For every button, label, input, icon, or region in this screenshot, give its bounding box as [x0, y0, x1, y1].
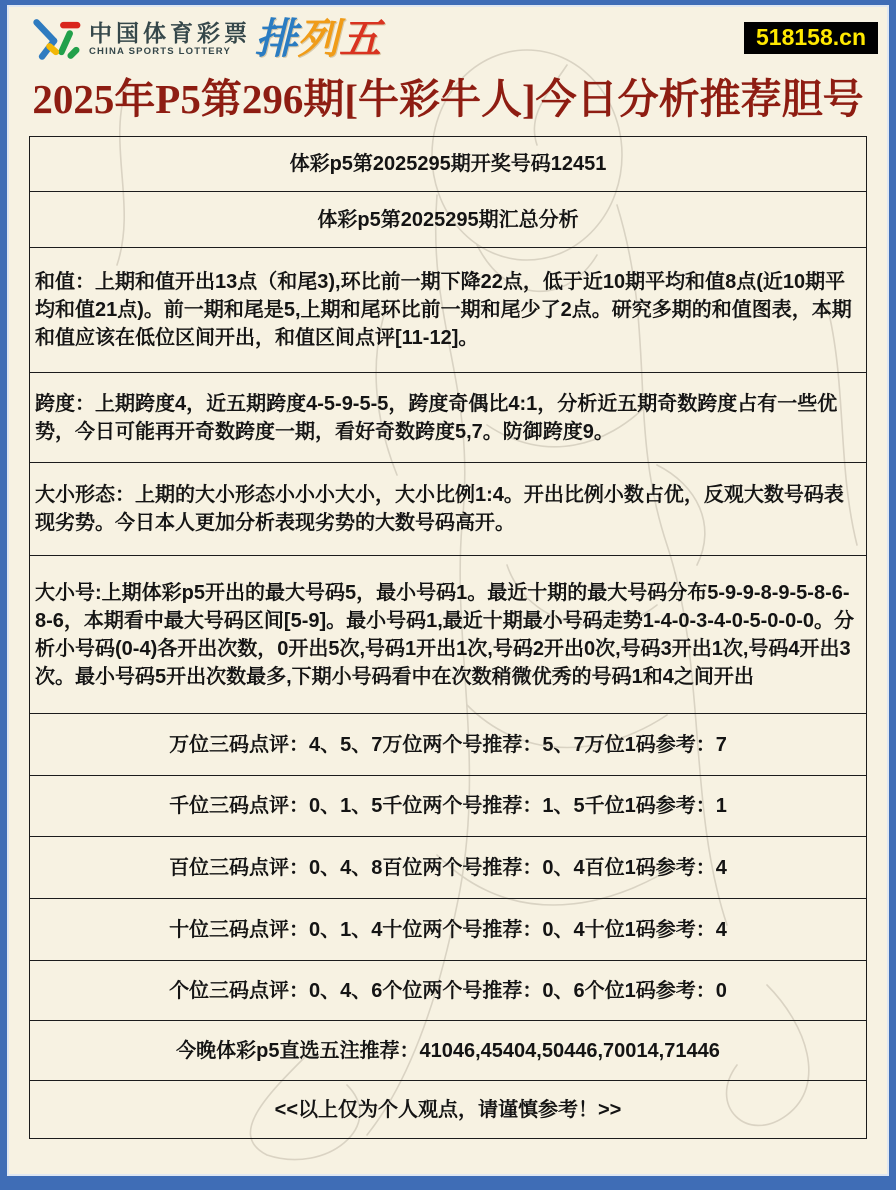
table-row-sum-analysis — [30, 248, 866, 373]
brand-char: 排 — [255, 15, 298, 62]
pailie-wu-brand — [255, 15, 382, 62]
table-row-ge-position — [30, 961, 866, 1021]
table-row-span-analysis — [30, 373, 866, 463]
site-url-badge: 518158.cn — [744, 22, 878, 54]
china-sports-lottery-logo — [27, 15, 381, 63]
row-text: 个位三码点评：0、4、6个位两个号推荐：0、6个位1码参考：0 — [169, 979, 727, 1002]
table-row-qian-position — [30, 776, 866, 837]
sports-lottery-emblem-icon — [27, 15, 83, 63]
row-text: 十位三码点评：0、1、4十位两个号推荐：0、4十位1码参考：4 — [169, 918, 727, 941]
row-text: 和值：上期和值开出13点（和尾3),环比前一期下降22点，低于近10期平均和值8点(近10期平均和值21点)。前一期和尾是5,上期和尾环比前一期和尾少了2点。研究多期的和值图表，本期和值应该在低位区间开出，和值区间点评[11-12]。 — [35, 271, 852, 350]
table-row-summary-heading — [30, 192, 866, 248]
table-row-disclaimer — [30, 1081, 866, 1138]
table-row-draw-result — [30, 137, 866, 192]
brand-char: 列 — [297, 15, 340, 62]
row-text: 大小形态：上期的大小形态小小小大小，大小比例1:4。开出比例小数占优，反观大数号码表现劣势。今日本人更加分析表现劣势的大数号码高开。 — [35, 484, 844, 535]
row-text: 万位三码点评：4、5、7万位两个号推荐：5、7万位1码参考：7 — [169, 733, 727, 756]
logo-chinese-name: 中国体育彩票 — [89, 19, 251, 46]
row-text: 体彩p5第2025295期汇总分析 — [317, 208, 579, 231]
table-row-shi-position — [30, 899, 866, 961]
row-text: 百位三码点评：0、4、8百位两个号推荐：0、4百位1码参考：4 — [169, 856, 727, 879]
header — [7, 5, 889, 69]
table-row-five-picks — [30, 1021, 866, 1081]
table-row-minmax-analysis — [30, 556, 866, 714]
page — [7, 5, 889, 1176]
analysis-table — [29, 136, 867, 1139]
row-text: 体彩p5第2025295期开奖号码12451 — [289, 153, 607, 176]
page-title: 2025年P5第296期[牛彩牛人]今日分析推荐胆号 — [32, 76, 864, 122]
row-text: 大小号:上期体彩p5开出的最大号码5，最小号码1。最近十期的最大号码分布5-9-9-8-9-5-8-6-8-6，本期看中最大号码区间[5-9]。最小号码1,最近十期最小号码走势1-4-0-3-4-0-5-0-0-0。分析小号码(0-4)各开出次数，0开出5次,号码1开出1次,号码2开出0次,号码3开出1次,号码4开出3次。最小号码5开出次数最多,下期小号码看中在次数稍微优秀的号码1和4之间开出 — [35, 581, 854, 688]
table-row-wan-position — [30, 714, 866, 776]
brand-char: 五 — [339, 15, 382, 62]
logo-english-name: CHINA SPORTS LOTTERY — [89, 46, 232, 58]
table-row-size-pattern — [30, 463, 866, 556]
row-text: <<以上仅为个人观点，请谨慎参考！>> — [274, 1098, 622, 1121]
row-text: 今晚体彩p5直选五注推荐：41046,45404,50446,70014,71446 — [176, 1039, 720, 1062]
row-text: 千位三码点评：0、1、5千位两个号推荐：1、5千位1码参考：1 — [169, 795, 727, 818]
table-row-bai-position — [30, 837, 866, 899]
logo-wordmark — [89, 21, 251, 57]
row-text: 跨度：上期跨度4，近五期跨度4-5-9-5-5，跨度奇偶比4:1，分析近五期奇数跨度占有一些优势，今日可能再开奇数跨度一期，看好奇数跨度5,7。防御跨度9。 — [35, 392, 838, 443]
